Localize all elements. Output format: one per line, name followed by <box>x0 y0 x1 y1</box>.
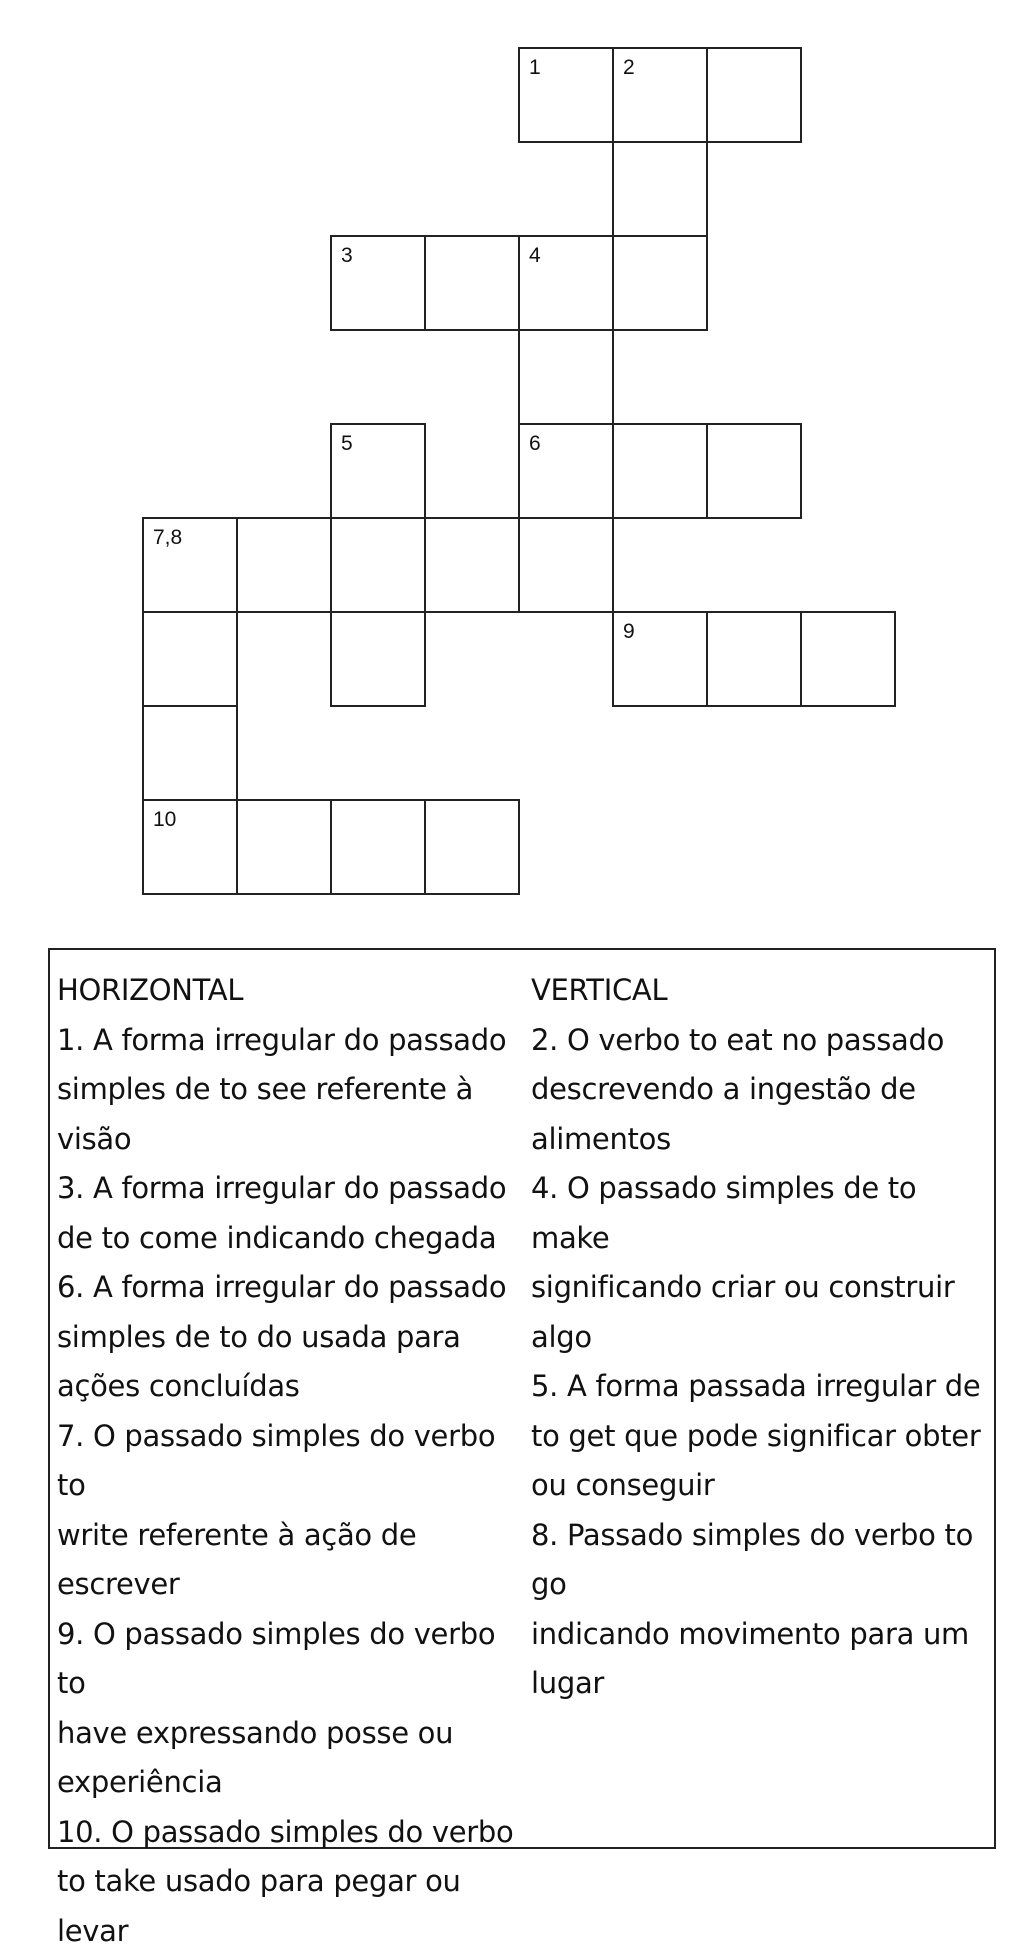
clue-line: write referente à ação de <box>57 1517 417 1552</box>
crossword-cell[interactable] <box>142 705 238 801</box>
clue-number: 4 <box>529 244 541 267</box>
crossword-grid <box>0 0 1034 920</box>
crossword-cell[interactable] <box>612 47 708 143</box>
crossword-cell[interactable] <box>612 141 708 237</box>
crossword-cell[interactable] <box>706 611 802 707</box>
crossword-cell[interactable] <box>330 423 426 519</box>
clues-box <box>48 948 996 1948</box>
clue-number: 5 <box>341 432 353 455</box>
clue-line: 3. A forma irregular do passado <box>57 1171 507 1205</box>
crossword-cell[interactable] <box>142 611 238 707</box>
clue-number: 9 <box>623 620 635 643</box>
crossword-cell[interactable] <box>800 611 896 707</box>
crossword-cell[interactable] <box>142 517 238 613</box>
clue-line: 6. A forma irregular do passado <box>57 1270 507 1304</box>
crossword-cell[interactable] <box>612 235 708 331</box>
clue-line: 7. O passado simples do verbo to <box>57 1418 496 1502</box>
crossword-cell[interactable] <box>518 47 614 143</box>
crossword-cell[interactable] <box>518 517 614 613</box>
clue-line: have expressando posse ou <box>57 1715 454 1750</box>
crossword-cell[interactable] <box>706 47 802 143</box>
vertical-heading: VERTICAL <box>531 973 668 1007</box>
crossword-cell[interactable] <box>236 517 332 613</box>
clue-number: 1 <box>529 56 541 79</box>
clue-number: 2 <box>623 56 635 79</box>
clue-line: ou conseguir <box>531 1468 715 1502</box>
clue-number: 6 <box>529 432 541 455</box>
crossword-cell[interactable] <box>236 799 332 895</box>
crossword-cell[interactable] <box>518 235 614 331</box>
clue-number: 3 <box>341 244 353 267</box>
crossword-cell[interactable] <box>518 329 614 425</box>
crossword-cell[interactable] <box>612 611 708 707</box>
clue-line: to get que pode significar obter <box>531 1418 981 1453</box>
clue-number: 10 <box>153 808 177 831</box>
crossword-cell[interactable] <box>518 423 614 519</box>
clue-line: simples de to see referente à <box>57 1072 474 1106</box>
clue-line: indicando movimento para um <box>531 1616 970 1651</box>
clue-line: lugar <box>531 1666 605 1700</box>
clue-line: algo <box>531 1319 592 1354</box>
clue-line: 8. Passado simples do verbo to go <box>531 1517 974 1601</box>
clue-line: de to come indicando chegada <box>57 1220 497 1255</box>
vertical-clues <box>531 966 996 1709</box>
crossword-cell[interactable] <box>612 423 708 519</box>
crossword-cell[interactable] <box>424 235 520 331</box>
crossword-cell[interactable] <box>330 799 426 895</box>
crossword-cell[interactable] <box>706 423 802 519</box>
clue-number: 7,8 <box>153 526 183 549</box>
clue-line: alimentos <box>531 1121 671 1156</box>
crossword-cell[interactable] <box>424 799 520 895</box>
crossword-cell[interactable] <box>142 799 238 895</box>
clue-line: 10. O passado simples do verbo <box>57 1814 514 1849</box>
crossword-cell[interactable] <box>330 235 426 331</box>
crossword-cell[interactable] <box>424 517 520 613</box>
clue-line: ações concluídas <box>57 1369 300 1403</box>
clue-line: 5. A forma passada irregular de <box>531 1369 981 1403</box>
clue-line: experiência <box>57 1765 223 1799</box>
clue-line: escrever <box>57 1567 180 1601</box>
clue-line: visão <box>57 1121 132 1156</box>
clue-line: 2. O verbo to eat no passado <box>531 1022 945 1057</box>
clue-line: 1. A forma irregular do passado <box>57 1022 507 1057</box>
clue-line: to take usado para pegar ou levar <box>57 1864 461 1948</box>
clue-line: significando criar ou construir <box>531 1270 955 1304</box>
horizontal-clues <box>57 966 527 1956</box>
clue-line: simples de to do usada para <box>57 1319 461 1354</box>
clue-line: 9. O passado simples do verbo to <box>57 1616 496 1700</box>
clue-line: 4. O passado simples de to make <box>531 1171 917 1255</box>
crossword-cell[interactable] <box>330 517 426 613</box>
horizontal-heading: HORIZONTAL <box>57 973 244 1007</box>
crossword-cell[interactable] <box>330 611 426 707</box>
clue-line: descrevendo a ingestão de <box>531 1072 916 1106</box>
